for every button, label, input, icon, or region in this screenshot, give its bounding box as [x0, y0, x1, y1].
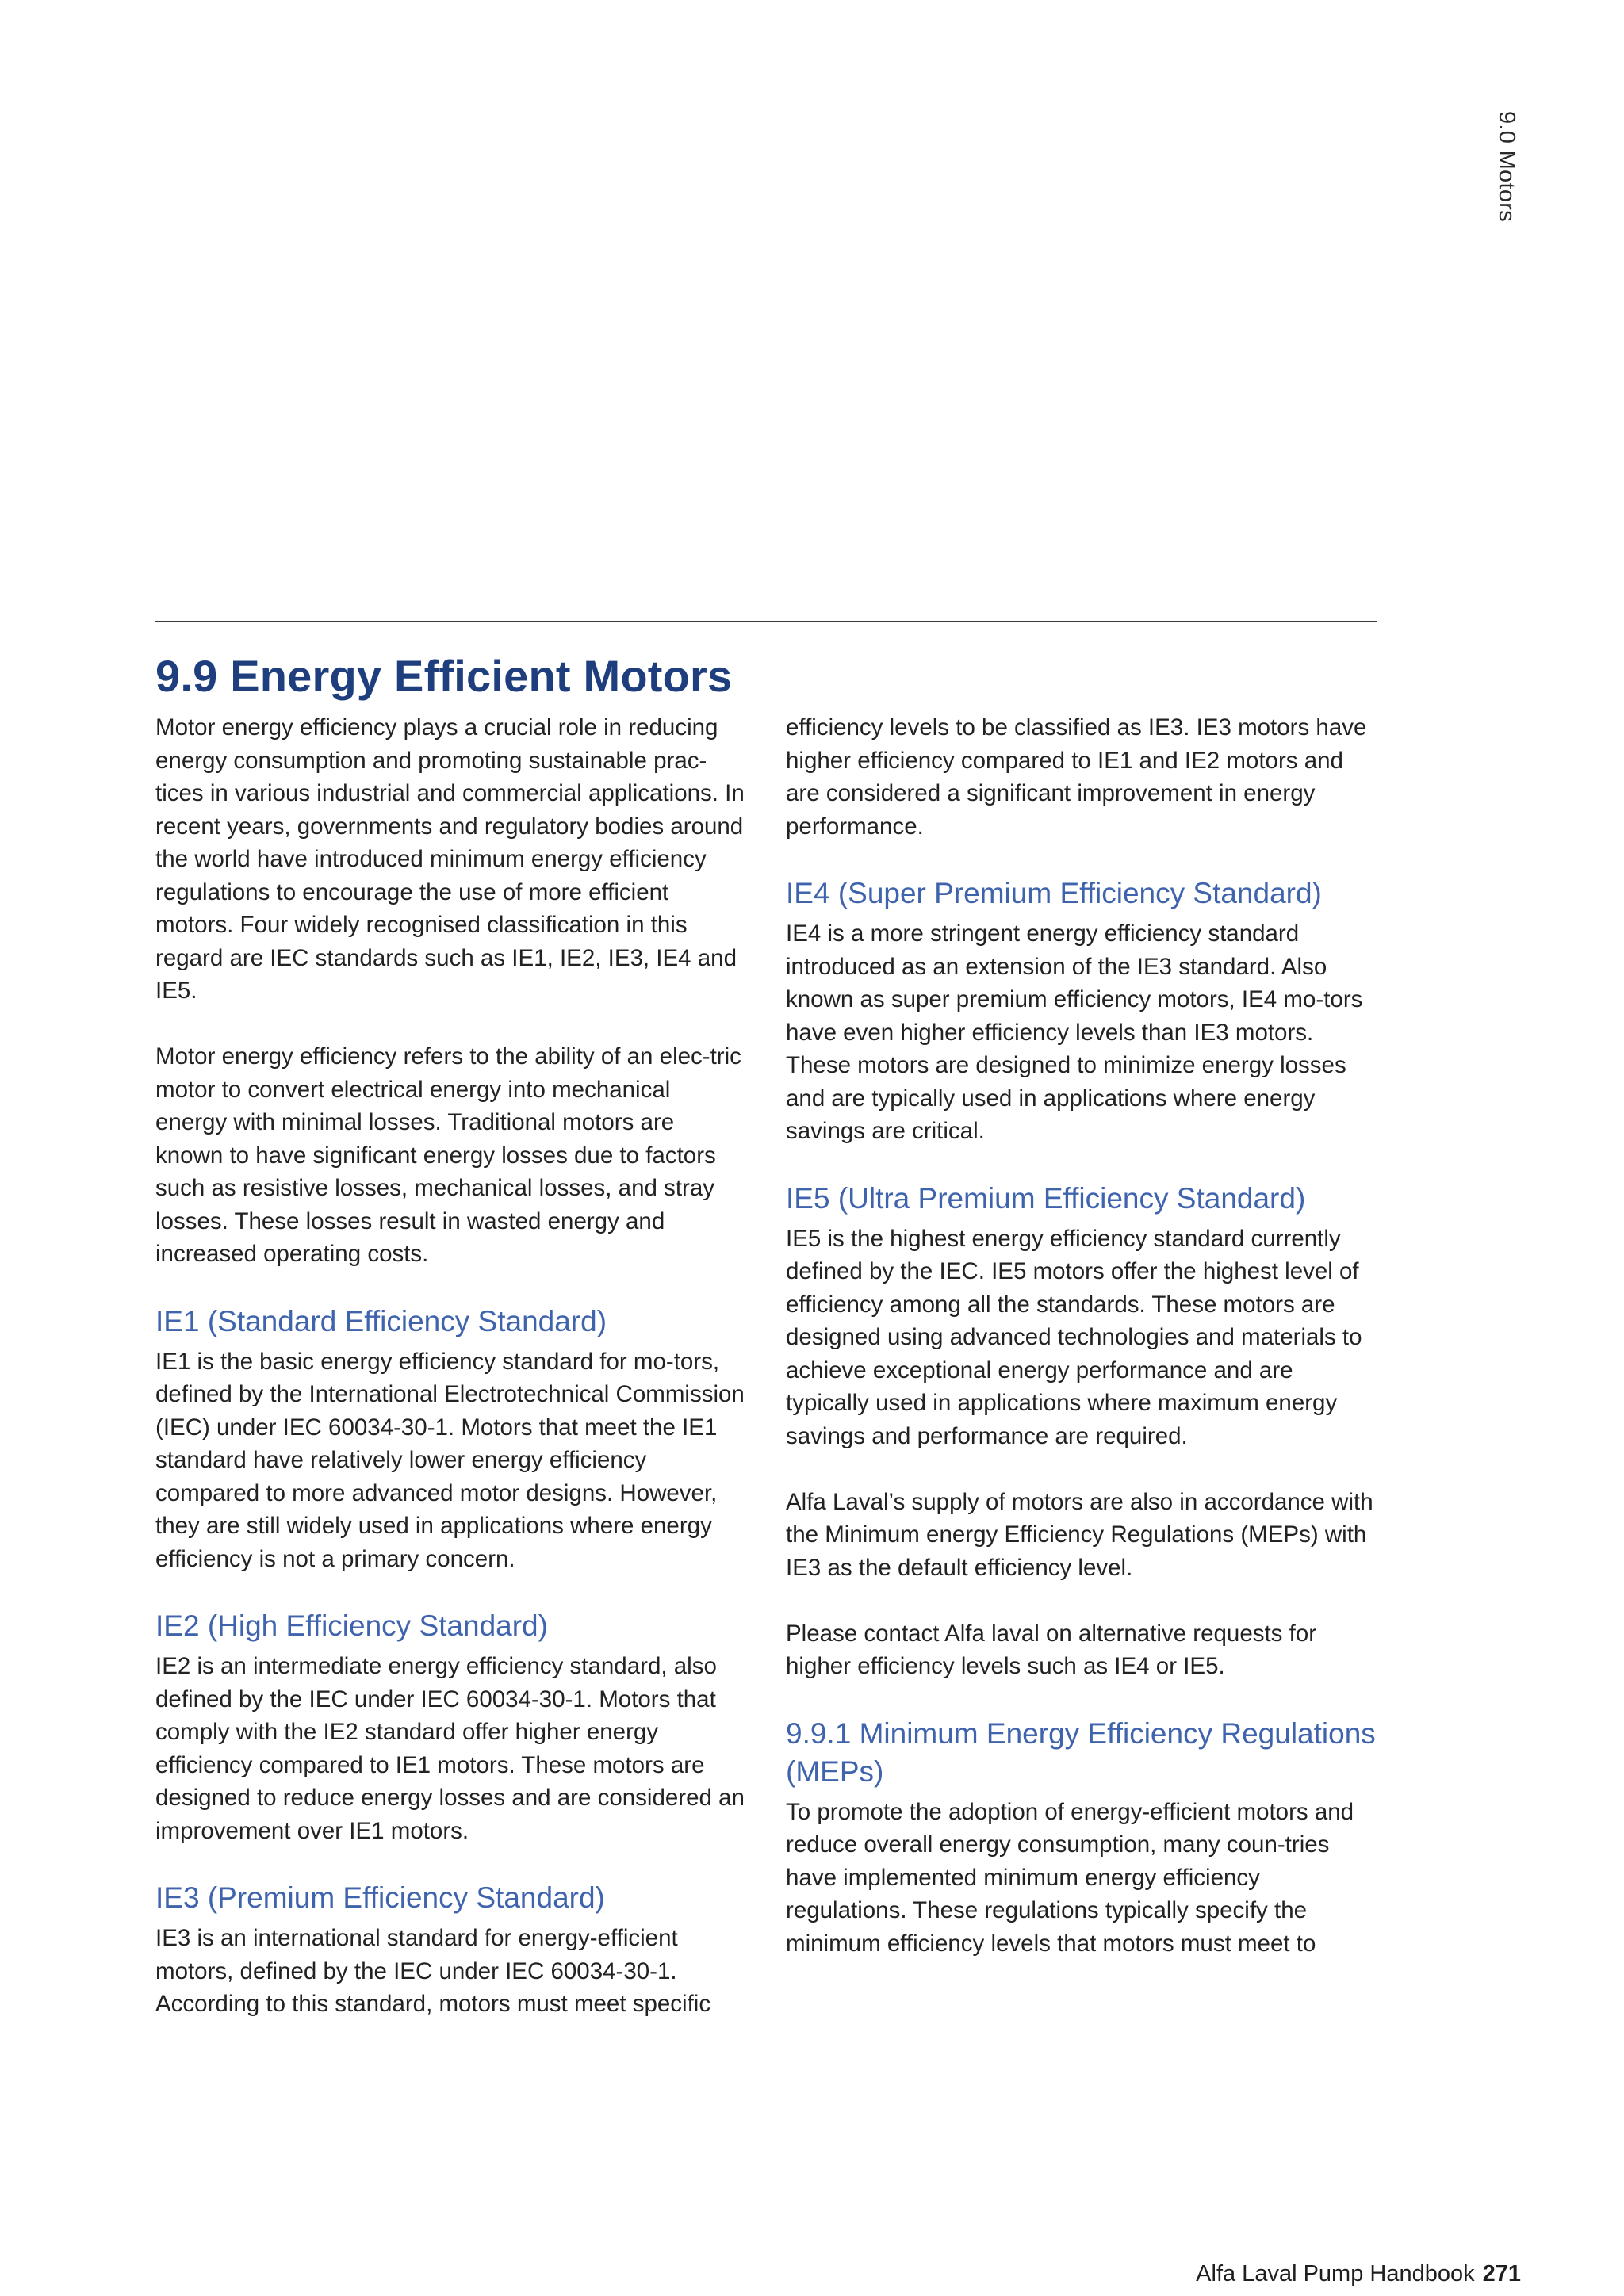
- meps-paragraph: To promote the adoption of energy-efficient motors and reduce overall energy consumption, many coun-tries have implemented minimum energy efficiency regulations. These regulations typically specify the minimum efficiency levels that motors must meet to: [786, 1798, 1354, 1957]
- ie5-section: [786, 1180, 1377, 1683]
- ie1-paragraph: IE1 is the basic energy efficiency standard for mo-tors, defined by the International Electrotechnical Commission (IEC) under IEC 60034-30-1. Motors that meet the IE1 standard have relatively lower energy efficiency compared to more advanced motor designs. However, they are still widely used in applications where energy efficiency is not a primary concern.: [155, 1348, 745, 1572]
- intro-paragraph-1: Motor energy efficiency plays a crucial role in reducing energy consumption and promoting sustainable prac-tices in various industrial and commercial applications. In recent years, governments and regulatory bodies around the world have introduced minimum energy efficiency regulations to encourage the use of more efficient motors. Four widely recognised classification in this regard are IEC standards such as IE1, IE2, IE3, IE4 and IE5.: [155, 714, 745, 1004]
- ie3-paragraph: IE3 is an international standard for energy-efficient motors, defined by the IEC under IEC 60034-30-1. According to this standard, motors must meet specific: [155, 1925, 711, 2017]
- contact-paragraph: Please contact Alfa laval on alternative requests for higher efficiency levels such as IE4 or IE5.: [786, 1620, 1317, 1679]
- ie2-section: [155, 1607, 746, 1847]
- ie1-section: [155, 1303, 746, 1576]
- alfa-laval-supply-paragraph: Alfa Laval’s supply of motors are also in accordance with the Minimum energy Efficiency Regulations (MEPs) with IE3 as the default efficiency level.: [786, 1488, 1373, 1581]
- section-tab: 9.0 Motors: [1494, 111, 1519, 222]
- page-footer: [1196, 2261, 1521, 2287]
- ie1-heading: IE1 (Standard Efficiency Standard): [155, 1304, 607, 1337]
- ie3-section: [155, 1879, 746, 2021]
- ie4-paragraph: IE4 is a more stringent energy efficiency standard introduced as an extension of the IE3 standard. Also known as super premium efficiency motors, IE4 mo-tors have even higher efficiency levels than IE3 motors. These motors are designed to minimize energy losses and are typically used in applications where energy savings are critical.: [786, 920, 1363, 1144]
- ie4-section: [786, 874, 1377, 1148]
- ie5-paragraph: IE5 is the highest energy efficiency standard currently defined by the IEC. IE5 motors offer the highest level of efficiency among all the standards. These motors are designed using advanced technologies and materials to achieve exceptional energy performance and are typically used in applications where maximum energy savings and performance are required.: [786, 1225, 1362, 1449]
- header-divider: [155, 621, 1377, 622]
- meps-heading: 9.9.1 Minimum Energy Efficiency Regulations (MEPs): [786, 1716, 1376, 1788]
- meps-section: [786, 1715, 1377, 1961]
- ie2-paragraph: IE2 is an intermediate energy efficiency standard, also defined by the IEC under IEC 60034-30-1. Motors that comply with the IE2 standard offer higher energy efficiency compared to IE1 motors. These motors are designed to reduce energy losses and are considered an improvement over IE1 motors.: [155, 1653, 745, 1844]
- ie3-heading: IE3 (Premium Efficiency Standard): [155, 1881, 605, 1914]
- ie3-paragraph-continued: efficiency levels to be classified as IE3. IE3 motors have higher efficiency compared to IE1 and IE2 motors and are considered a significant improvement in energy performance.: [786, 714, 1367, 840]
- right-column: [786, 711, 1377, 1960]
- ie5-heading: IE5 (Ultra Premium Efficiency Standard): [786, 1181, 1306, 1215]
- page-title: 9.9 Energy Efficient Motors: [155, 651, 733, 701]
- footer-book-title: Alfa Laval Pump Handbook: [1196, 2261, 1475, 2286]
- left-column: [155, 711, 746, 2021]
- intro-paragraph-2: Motor energy efficiency refers to the ability of an elec-tric motor to convert electrical energy into mechanical energy with minimal losses. Traditional motors are known to have significant energy losses due to factors such as resistive losses, mechanical losses, and stray losses. These losses result in wasted energy and increased operating costs.: [155, 1043, 741, 1267]
- page-number: 271: [1482, 2261, 1521, 2286]
- ie4-heading: IE4 (Super Premium Efficiency Standard): [786, 877, 1322, 909]
- ie2-heading: IE2 (High Efficiency Standard): [155, 1609, 548, 1642]
